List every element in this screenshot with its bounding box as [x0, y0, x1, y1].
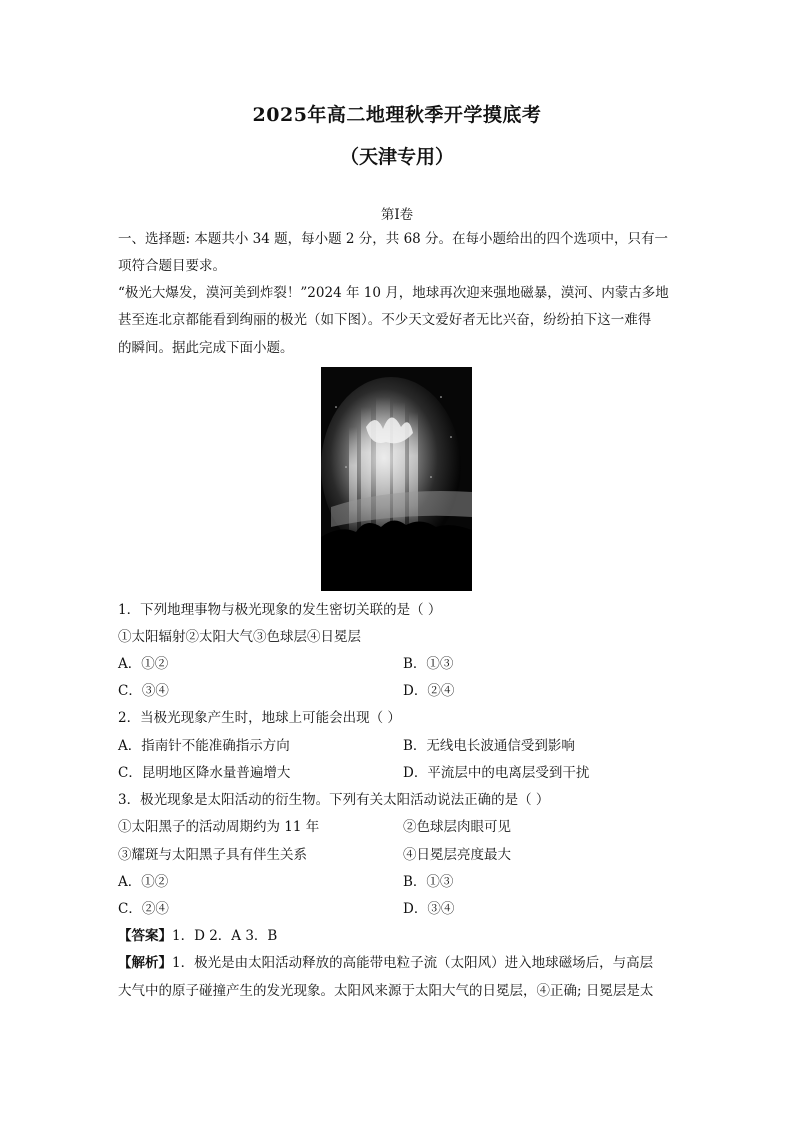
q3-item-4: ④日冕层亮度最大	[403, 847, 511, 863]
analysis-label: 【解析】	[118, 955, 172, 971]
q3-option-a: A．①②	[118, 874, 169, 890]
answer-label: 【答案】	[118, 928, 172, 944]
q3-option-b: B．①③	[403, 874, 454, 890]
q1-items: ①太阳辐射②太阳大气③色球层④日冕层	[118, 629, 361, 645]
answer-line	[118, 926, 277, 946]
q2-option-d: D．平流层中的电离层受到干扰	[403, 765, 590, 781]
q1-stem: 1．下列地理事物与极光现象的发生密切关联的是（ ）	[118, 602, 442, 618]
passage-line-3: 的瞬间。据此完成下面小题。	[118, 340, 294, 356]
page-title: 2025年高二地理秋季开学摸底考	[252, 104, 542, 126]
q2-option-a: A．指南针不能准确指示方向	[118, 738, 290, 754]
page-subtitle: （天津专用）	[339, 146, 454, 168]
q2-stem: 2．当极光现象产生时，地球上可能会出现（ ）	[118, 710, 401, 726]
passage-line-1: “极光大爆发，漠河美到炸裂！”2024 年 10 月，地球再次迎来强地磁暴，漠河、内蒙古多地	[118, 285, 669, 301]
analysis-line-1	[118, 953, 653, 973]
answer-text: 1．D 2．A 3．B	[172, 928, 278, 944]
q3-item-2: ②色球层肉眼可见	[403, 819, 511, 835]
analysis-text-1: 1．极光是由太阳活动释放的高能带电粒子流（太阳风）进入地球磁场后，与高层	[172, 955, 654, 971]
q1-option-b: B．①③	[403, 656, 454, 672]
q3-option-d: D．③④	[403, 901, 455, 917]
q3-option-c: C．②④	[118, 901, 169, 917]
passage-line-2: 甚至连北京都能看到绚丽的极光（如下图）。不少天文爱好者无比兴奋，纷纷拍下这一难得	[118, 312, 652, 328]
q1-option-d: D．②④	[403, 683, 455, 699]
intro-line-1: 一、选择题: 本题共小 34 题，每小题 2 分，共 68 分。在每小题给出的四个选项中，只有一	[118, 231, 669, 247]
analysis-line-2: 大气中的原子碰撞产生的发光现象。太阳风来源于太阳大气的日冕层，④正确; 日冕层是太	[118, 983, 654, 999]
q2-option-b: B．无线电长波通信受到影响	[403, 738, 575, 754]
q3-item-3: ③耀斑与太阳黑子具有伴生关系	[118, 847, 307, 863]
intro-line-2: 项符合题目要求。	[118, 258, 226, 274]
q3-stem: 3．极光现象是太阳活动的衍生物。下列有关太阳活动说法正确的是（ ）	[118, 792, 550, 808]
aurora-photo	[321, 367, 472, 591]
q1-option-c: C．③④	[118, 683, 169, 699]
q1-option-a: A．①②	[118, 656, 169, 672]
q3-item-1: ①太阳黑子的活动周期约为 11 年	[118, 819, 320, 835]
volume-heading: 第Ⅰ卷	[380, 207, 414, 223]
q2-option-c: C．昆明地区降水量普遍增大	[118, 765, 291, 781]
